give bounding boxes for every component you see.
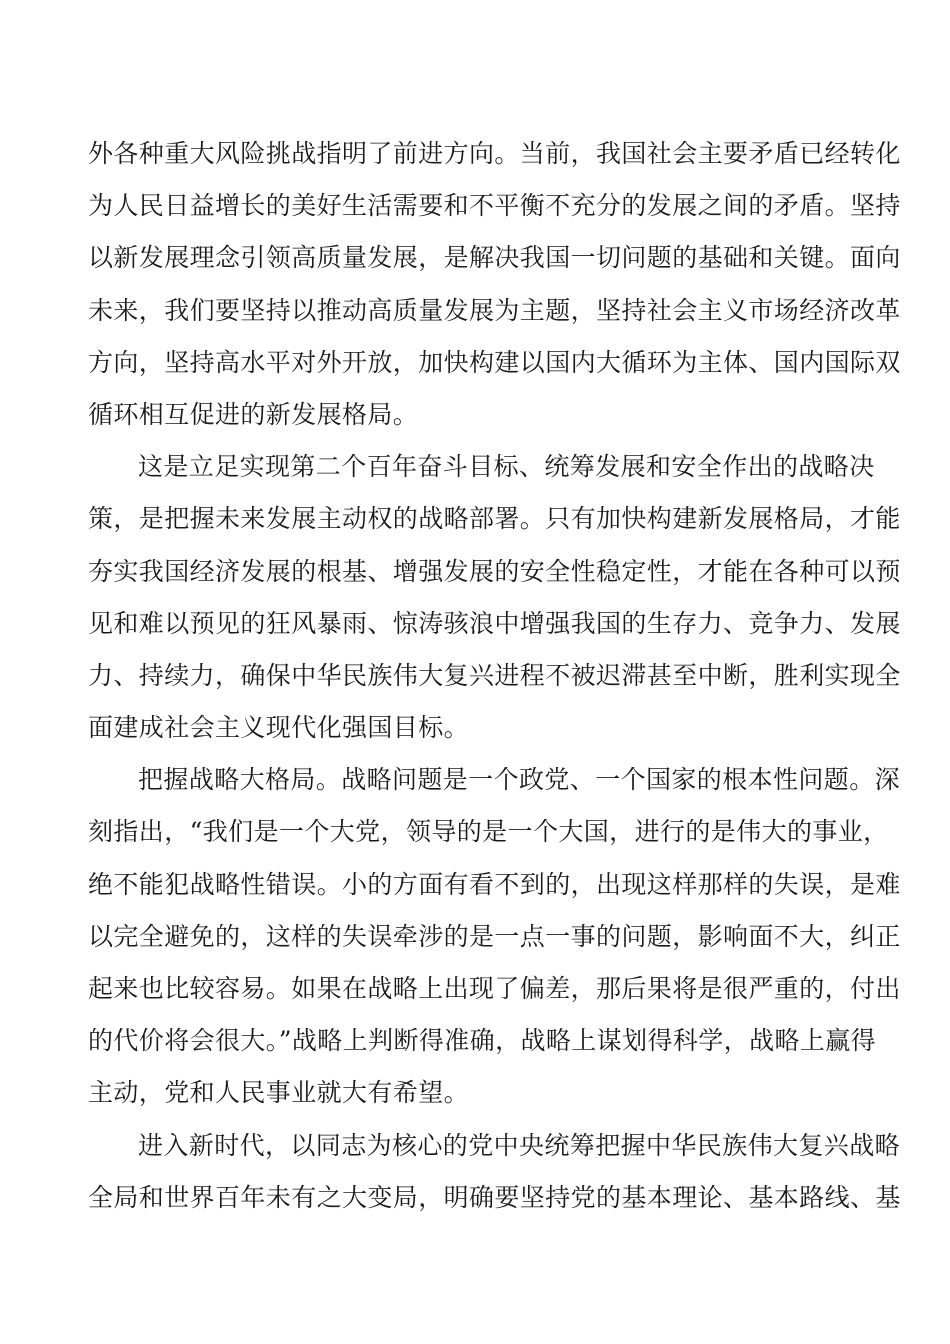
paragraph-4 xyxy=(88,1120,901,1224)
document-body xyxy=(88,128,901,1224)
text-line: 外各种重大风险挑战指明了前进方向。当前，我国社会主要矛盾已经转化 xyxy=(88,139,901,168)
text-line: 以新发展理念引领高质量发展，是解决我国一切问题的基础和关键。面向 xyxy=(88,243,901,273)
text-line: 起来也比较容易。如果在战略上出现了偏差，那后果将是很严重的，付出 xyxy=(88,974,901,1003)
text-line: 力、持续力，确保中华民族伟大复兴进程不被迟滞甚至中断，胜利实现全 xyxy=(88,660,901,690)
text-line: 为人民日益增长的美好生活需要和不平衡不充分的发展之间的矛盾。坚持 xyxy=(88,191,901,221)
paragraph-2 xyxy=(88,441,901,754)
text-line: 策，是把握未来发展主动权的战略部署。只有加快构建新发展格局，才能 xyxy=(88,504,901,534)
text-line: 这是立足实现第二个百年奋斗目标、统筹发展和安全作出的战略决 xyxy=(138,452,875,482)
text-line: 刻指出，“我们是一个大党，领导的是一个大国，进行的是伟大的事业， xyxy=(88,817,889,847)
text-line: 的代价将会很大。”战略上判断得准确，战略上谋划得科学，战略上赢得 xyxy=(88,1026,877,1056)
text-line: 进入新时代，以同志为核心的党中央统筹把握中华民族伟大复兴战略 xyxy=(138,1130,901,1160)
text-line: 夯实我国经济发展的根基、增强发展的安全性稳定性，才能在各种可以预 xyxy=(88,556,901,586)
text-line: 循环相互促进的新发展格局。 xyxy=(88,399,419,429)
text-line: 未来，我们要坚持以推动高质量发展为主题，坚持社会主义市场经济改革 xyxy=(88,295,901,325)
paragraph-1 xyxy=(88,128,901,441)
text-line: 把握战略大格局。战略问题是一个政党、一个国家的根本性问题。深 xyxy=(138,765,901,795)
paragraph-3 xyxy=(88,754,901,1119)
text-line: 主动，党和人民事业就大有希望。 xyxy=(88,1078,470,1108)
text-line: 方向，坚持高水平对外开放，加快构建以国内大循环为主体、国内国际双 xyxy=(88,347,901,377)
text-line: 面建成社会主义现代化强国目标。 xyxy=(88,713,470,743)
text-line: 以完全避免的，这样的失误牵涉的是一点一事的问题，影响面不大，纠正 xyxy=(88,921,901,951)
text-line: 全局和世界百年未有之大变局，明确要坚持党的基本理论、基本路线、基 xyxy=(88,1182,901,1212)
text-line: 见和难以预见的狂风暴雨、惊涛骇浪中增强我国的生存力、竞争力、发展 xyxy=(88,608,901,638)
text-line: 绝不能犯战略性错误。小的方面有看不到的，出现这样那样的失误，是难 xyxy=(88,869,901,899)
